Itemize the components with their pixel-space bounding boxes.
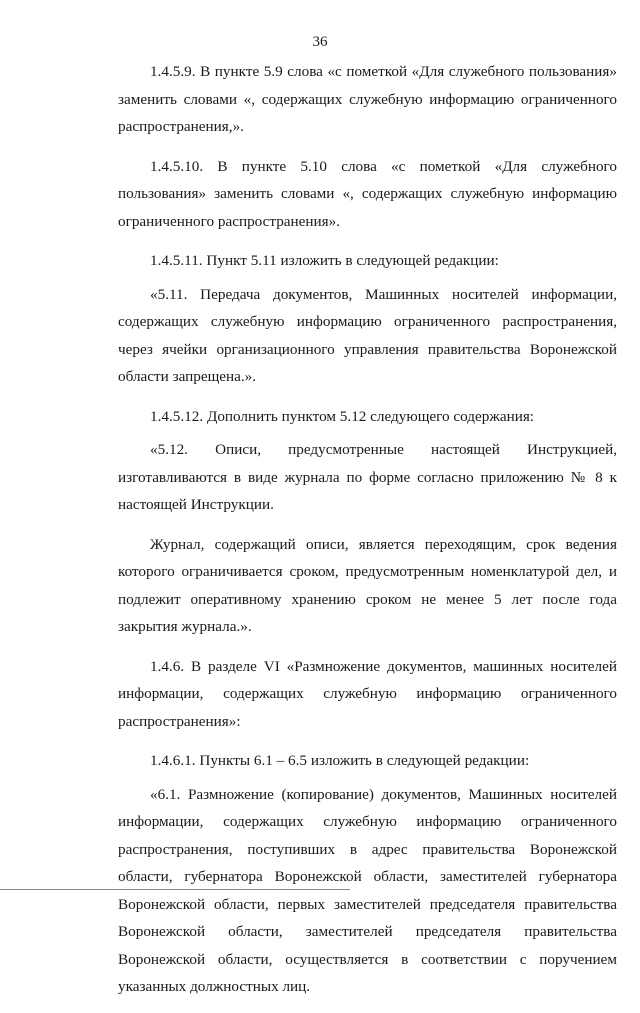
page-number: 36 [312, 34, 328, 50]
paragraph-1-4-5-10: 1.4.5.10. В пункте 5.10 слова «с пометкой «Для служебного пользования» заменить словами «, содержащих служебную информацию ограниченного распространения». [118, 157, 617, 230]
paragraph-1-4-5-11: 1.4.5.11. Пункт 5.11 изложить в следующей редакции: [150, 252, 499, 269]
paragraph-5-11: «5.11. Передача документов, Машинных носителей информации, содержащих служебную информацию ограниченного распространения, через ячейки организационного управления правительства Воронежской области запрещена.». [118, 285, 617, 385]
paragraph-1-4-5-9: 1.4.5.9. В пункте 5.9 слова «с пометкой «Для служебного пользования» заменить словами «, содержащих служебную информацию ограниченного распространения,». [118, 63, 617, 135]
paragraph-journal: Журнал, содержащий описи, является переходящим, срок ведения которого ограничивается сроком, предусмотренным номенклатурой дел, и подлежит оперативному хранению сроком не менее 5 лет после года закрытия журнала.». [118, 535, 617, 635]
paragraph-1-4-6-1: 1.4.6.1. Пункты 6.1 – 6.5 изложить в следующей редакции: [150, 752, 530, 769]
paragraph-1-4-5-12: 1.4.5.12. Дополнить пунктом 5.12 следующего содержания: [150, 407, 535, 425]
paragraph-1-4-6: 1.4.6. В разделе VI «Размножение документов, машинных носителей информации, содержащих служебную информацию ограниченного распространения»: [118, 657, 617, 730]
document-body [118, 58, 617, 1013]
footer-divider [0, 889, 350, 890]
paragraph-6-1: «6.1. Размножение (копирование) документов, Машинных носителей информации, содержащих служебную информацию ограниченного распространения, поступивших в адрес правительства Воронежской области, губернатора Воронежской области, заместителей губернатора Воронежской области, первых заместителей председателя правительства Воронежской области, заместителей председателя правительства Воронежской области, осуществляется в соответствии с поручением указанных должностных лиц. [118, 785, 617, 995]
paragraph-5-12: «5.12. Описи, предусмотренные настоящей Инструкцией, изготавливаются в виде журнала по форме согласно приложению № 8 к настоящей Инструкции. [118, 441, 617, 513]
